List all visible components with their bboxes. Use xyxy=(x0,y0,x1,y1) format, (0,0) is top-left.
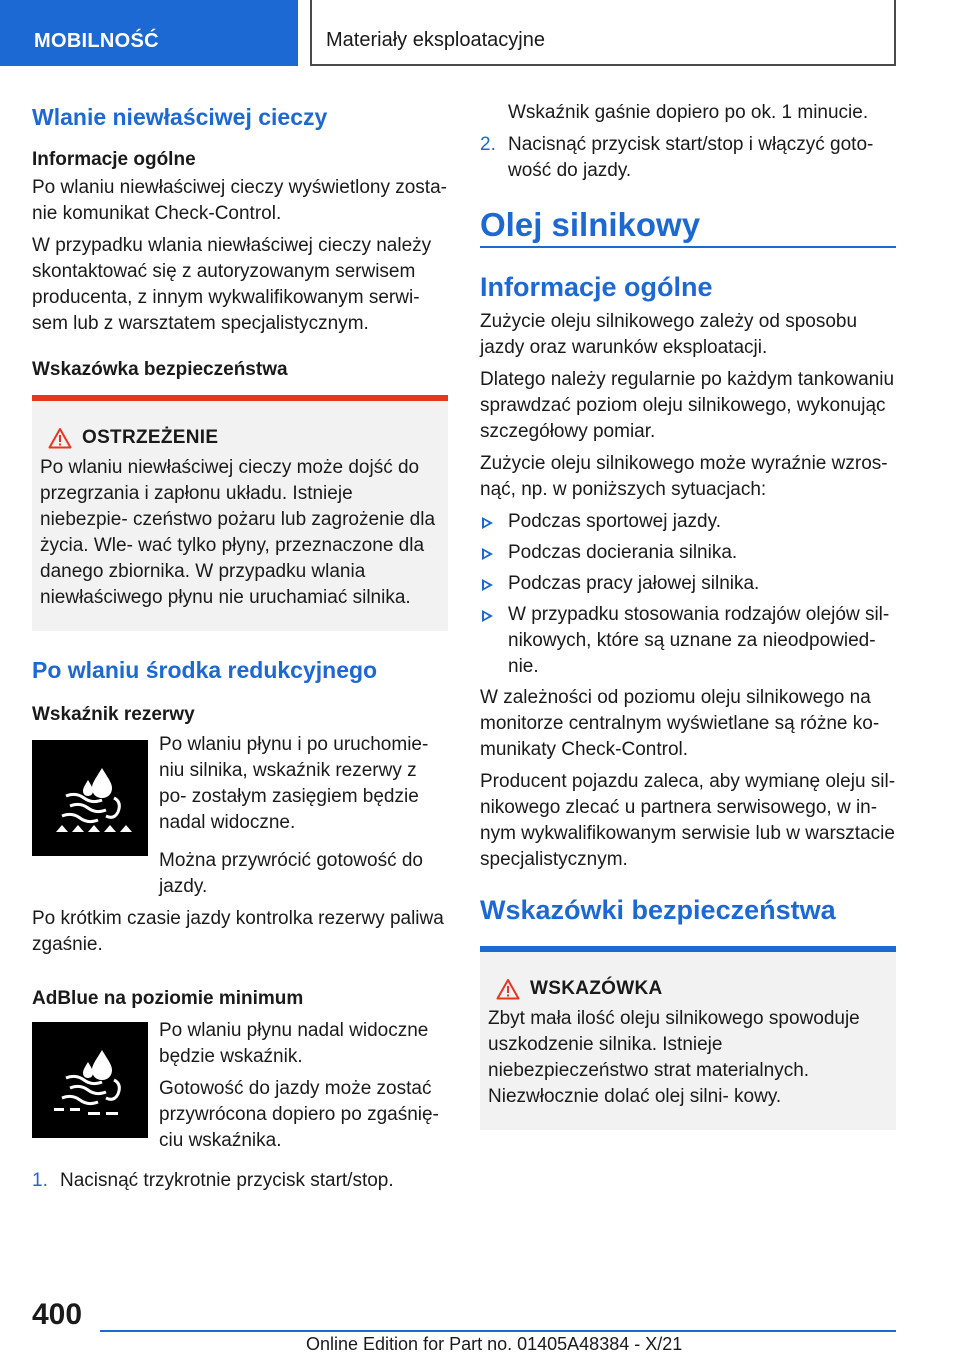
list-item-text: Podczas pracy jałowej silnika. xyxy=(508,573,760,594)
list-item xyxy=(480,509,896,535)
paragraph: Po krótkim czasie jazdy kontrolka rezerwy paliwa zgaśnie. xyxy=(32,908,444,955)
step-item xyxy=(32,1168,448,1194)
paragraph: Gotowość do jazdy może zostać przywrócona dopiero po zgaśnię‐ ciu wskaźnika. xyxy=(159,1078,439,1151)
chapter-label: Materiały eksploatacyjne xyxy=(326,29,545,51)
reductant-reserve-icon xyxy=(32,740,148,856)
left-column xyxy=(32,96,448,1200)
list-item-text: Podczas docierania silnika. xyxy=(508,542,738,563)
notice-box xyxy=(480,946,896,1130)
step-item xyxy=(480,132,896,184)
adblue-indicator-block xyxy=(32,1018,448,1154)
list-item xyxy=(480,602,896,680)
reserve-indicator-block xyxy=(32,732,448,850)
paragraph: W zależności od poziomu oleju silnikowego na monitorze centralnym wyświetlane są różne ko‐ munikaty Check-Control. xyxy=(480,687,880,760)
section-label: MOBILNOŚĆ xyxy=(34,30,159,52)
section-tab xyxy=(0,0,298,66)
heading-after-reductant: Po wlaniu środka redukcyjnego xyxy=(32,657,378,683)
step-number: 2. xyxy=(480,134,496,155)
step-number: 1. xyxy=(32,1170,48,1191)
heading-adblue-minimum: AdBlue na poziomie minimum xyxy=(32,988,304,1009)
paragraph: Po wlaniu płynu i po uruchomie‐ niu silnika, wskaźnik rezerwy z po‐ zostałym zasięgiem będzie nadal widoczne. xyxy=(159,734,429,833)
triangle-bullet-icon xyxy=(482,548,493,560)
paragraph: Można przywrócić gotowość do jazdy. xyxy=(159,850,423,897)
steps-list xyxy=(32,1168,448,1194)
adblue-text xyxy=(159,1018,448,1154)
heading-reserve-indicator: Wskaźnik rezerwy xyxy=(32,704,195,725)
edition-note: Online Edition for Part no. 01405A48384 - X/21 xyxy=(306,1334,683,1354)
paragraph: Po wlaniu niewłaściwej cieczy wyświetlony zosta‐ nie komunikat Check-Control. xyxy=(32,177,447,224)
notice-text: Zbyt mała ilość oleju silnikowego spowoduje uszkodzenie silnika. Istnieje niebezpieczeństwo strat materialnych. Niezwłocznie dolać olej silni‐ kowy. xyxy=(488,1008,860,1107)
heading-general-info: Informacje ogólne xyxy=(32,149,196,170)
page-number: 400 xyxy=(32,1298,83,1331)
adblue-minimum-icon xyxy=(32,1022,148,1138)
consumption-situations-list xyxy=(480,509,896,680)
paragraph: Dlatego należy regularnie po każdym tankowaniu sprawdzać poziom oleju silnikowego, wykonując szczegółowy pomiar. xyxy=(480,369,895,442)
step-continuation: Wskaźnik gaśnie dopiero po ok. 1 minucie. xyxy=(508,102,869,123)
heading-general-info: Informacje ogólne xyxy=(480,272,713,302)
right-column xyxy=(480,100,896,1136)
footer-divider xyxy=(100,1330,896,1332)
triangle-bullet-icon xyxy=(482,610,493,622)
heading-engine-oil: Olej silnikowy xyxy=(480,206,896,248)
paragraph: Po wlaniu płynu nadal widoczne będzie wskaźnik. xyxy=(159,1020,429,1067)
paragraph: W przypadku wlania niewłaściwej cieczy należy skontaktować się z autoryzowanym serwisem producenta, z innym wykwalifikowanym serwi‐ sem lub z warsztatem specjalistycznym. xyxy=(32,235,432,334)
warning-triangle-icon xyxy=(496,978,520,1000)
paragraph: Zużycie oleju silnikowego może wyraźnie wzros‐ nąć, np. w poniższych sytuacjach: xyxy=(480,453,888,500)
steps-list xyxy=(480,132,896,184)
heading-wrong-fluid: Wlanie niewłaściwej cieczy xyxy=(32,104,328,130)
warning-text: Po wlaniu niewłaściwej cieczy może dojść do przegrzania i zapłonu układu. Istnieje niebezpie‐ czeństwo pożaru lub zagrożenie dla życia. Wle‐ wać tylko płyny, przeznaczone dla danego zbiornika. W przypadku wlania niewłaściwego płynu nie uruchamiać silnika. xyxy=(40,457,436,608)
paragraph: Zużycie oleju silnikowego zależy od sposobu jazdy oraz warunków eksploatacji. xyxy=(480,311,858,358)
warning-triangle-icon xyxy=(48,427,72,449)
page-header xyxy=(0,0,960,66)
triangle-bullet-icon xyxy=(482,579,493,591)
reserve-text xyxy=(159,732,448,836)
list-item xyxy=(480,571,896,597)
step-text: Nacisnąć trzykrotnie przycisk start/stop. xyxy=(60,1170,394,1191)
chapter-box xyxy=(310,0,896,66)
warning-box xyxy=(32,395,448,631)
list-item xyxy=(480,540,896,566)
notice-header xyxy=(496,978,888,1000)
step-text: Nacisnąć przycisk start/stop i włączyć goto‐ wość do jazdy. xyxy=(508,134,874,181)
list-item-text: W przypadku stosowania rodzajów olejów sil‐ nikowych, które są uznane za nieodpowied‐ nie. xyxy=(508,604,890,677)
heading-safety-notes: Wskazówki bezpieczeństwa xyxy=(480,895,836,925)
list-item-text: Podczas sportowej jazdy. xyxy=(508,511,721,532)
heading-safety-note: Wskazówka bezpieczeństwa xyxy=(32,359,288,380)
paragraph: Producent pojazdu zaleca, aby wymianę oleju sil‐ nikowego zlecać u partnera serwisowego, w in‐ nym wykwalifikowanym serwisie lub w warsztacie specjalistycznym. xyxy=(480,771,896,870)
triangle-bullet-icon xyxy=(482,517,493,529)
notice-title: WSKAZÓWKA xyxy=(530,978,663,999)
warning-header xyxy=(48,427,440,449)
warning-title: OSTRZEŻENIE xyxy=(82,427,219,448)
